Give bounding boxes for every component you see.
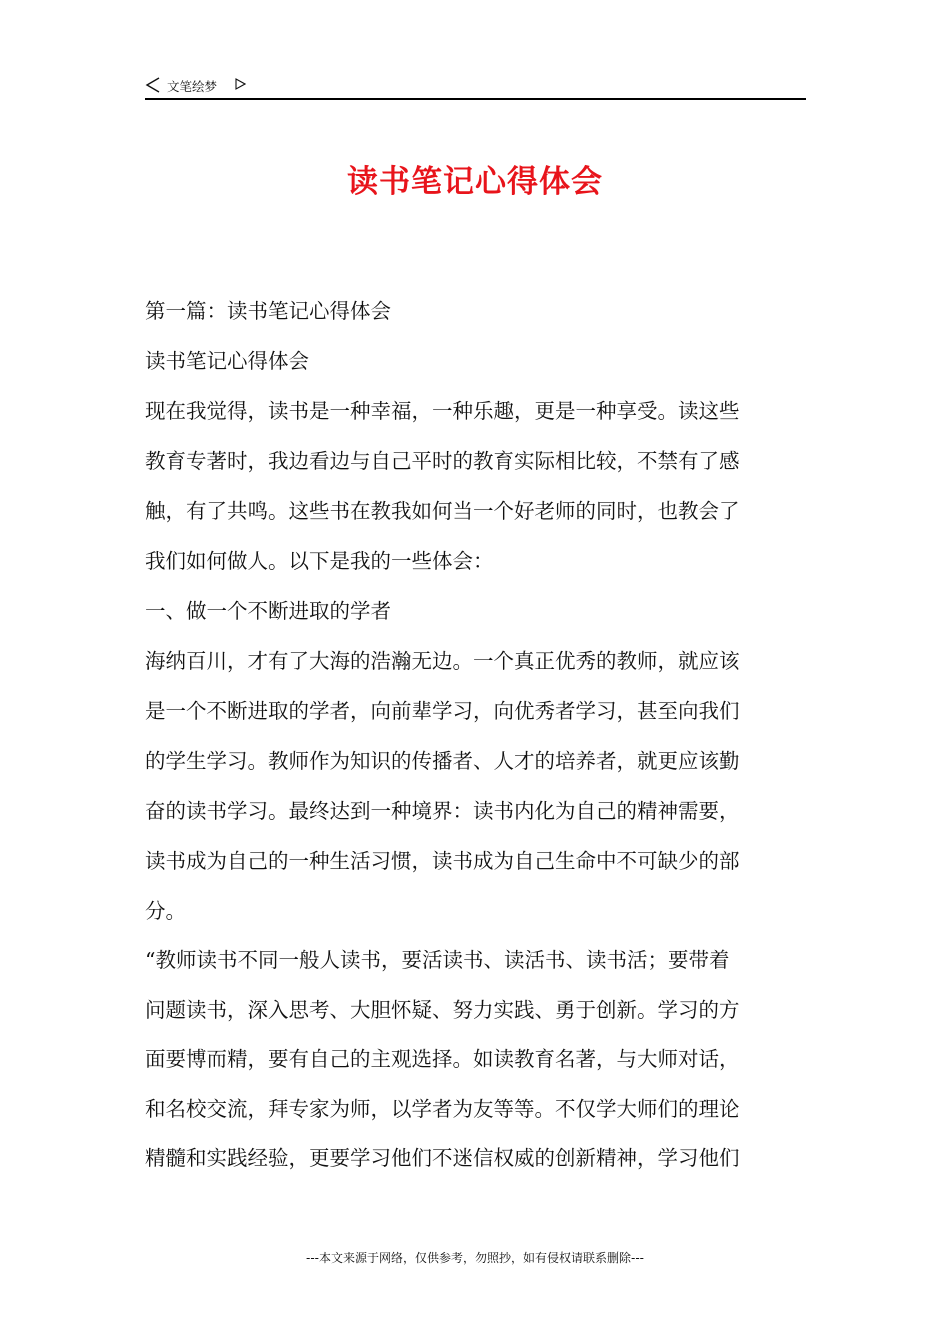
body-line: 教育专著时，我边看边与自己平时的教育实际相比较，不禁有了感 xyxy=(145,449,740,473)
body-line: 海纳百川，才有了大海的浩瀚无边。一个真正优秀的教师，就应该 xyxy=(145,649,740,673)
source-disclaimer: ---本文来源于网络，仅供参考，勿照抄，如有侵权请联系删除--- xyxy=(306,1251,644,1265)
body-line: 现在我觉得，读书是一种幸福，一种乐趣，更是一种享受。读这些 xyxy=(145,399,740,423)
body-line: 读书成为自己的一种生活习惯，读书成为自己生命中不可缺少的部 xyxy=(145,849,740,873)
body-line: 的学生学习。教师作为知识的传播者、人才的培养者，就更应该勤 xyxy=(145,749,740,773)
body-line: 精髓和实践经验，更要学习他们不迷信权威的创新精神，学习他们 xyxy=(145,1146,740,1170)
point-heading: 一、做一个不断进取的学者 xyxy=(145,599,391,623)
section-heading: 第一篇：读书笔记心得体会 xyxy=(145,299,391,323)
body-line: “教师读书不同一般人读书，要活读书、读活书、读书活；要带着 xyxy=(145,948,730,972)
triangle-left-icon xyxy=(145,76,161,94)
header-brand: 文笔绘梦 xyxy=(167,79,218,94)
body-line: 面要博而精，要有自己的主观选择。如读教育名著，与大师对话， xyxy=(145,1047,740,1071)
body-line: 分。 xyxy=(145,899,186,923)
page-header xyxy=(145,74,806,100)
body-line: 触，有了共鸣。这些书在教我如何当一个好老师的同时，也教会了 xyxy=(145,499,740,523)
body-line: 是一个不断进取的学者，向前辈学习，向优秀者学习，甚至向我们 xyxy=(145,699,740,723)
body-line: 问题读书，深入思考、大胆怀疑、努力实践、勇于创新。学习的方 xyxy=(145,998,740,1022)
triangle-right-icon xyxy=(235,78,246,90)
document-title: 读书笔记心得体会 xyxy=(347,164,603,200)
body-line: 和名校交流，拜专家为师，以学者为友等等。不仅学大师们的理论 xyxy=(145,1097,740,1121)
body-line: 我们如何做人。以下是我的一些体会： xyxy=(145,549,494,573)
body-line: 奋的读书学习。最终达到一种境界：读书内化为自己的精神需要， xyxy=(145,799,740,823)
sub-heading: 读书笔记心得体会 xyxy=(145,349,309,373)
